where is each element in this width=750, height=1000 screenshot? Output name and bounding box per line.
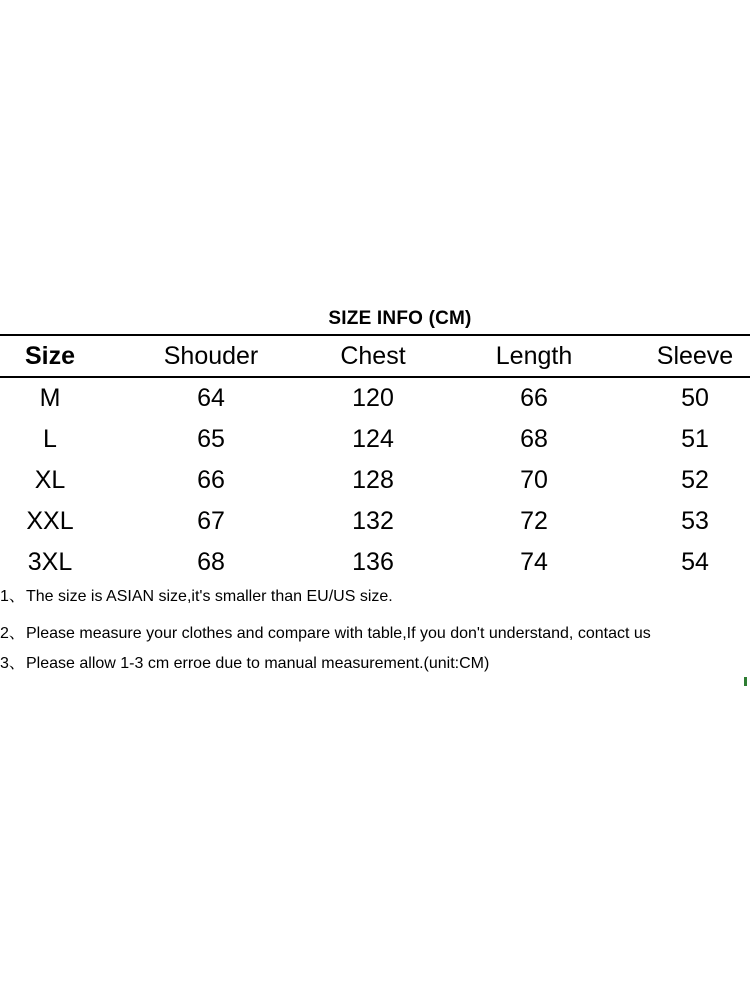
green-speck-mark [744, 677, 747, 686]
header-length: Length [495, 342, 573, 370]
cell-sleeve: 53 [681, 507, 709, 535]
cell-size: XXL [26, 507, 74, 535]
cell-size: 3XL [27, 548, 73, 576]
cell-size: L [43, 425, 57, 453]
cell-length: 66 [520, 384, 548, 412]
cell-size: XL [34, 466, 66, 494]
cell-chest: 124 [352, 425, 394, 453]
note-number: 2、 [0, 625, 25, 642]
cell-size: M [39, 384, 61, 412]
cell-chest: 120 [352, 384, 394, 412]
cell-length: 68 [520, 425, 548, 453]
cell-shoulder: 65 [197, 425, 225, 453]
note-text: The size is ASIAN size,it's smaller than EU/US size. [26, 588, 393, 605]
cell-sleeve: 51 [681, 425, 709, 453]
cell-sleeve: 52 [681, 466, 709, 494]
cell-chest: 132 [352, 507, 394, 535]
note-number: 3、 [0, 655, 25, 672]
cell-chest: 136 [352, 548, 394, 576]
cell-length: 72 [520, 507, 548, 535]
note-item [0, 653, 489, 675]
cell-shoulder: 66 [197, 466, 225, 494]
note-text: Please allow 1-3 cm erroe due to manual measurement.(unit:CM) [26, 655, 490, 672]
cell-shoulder: 68 [197, 548, 225, 576]
cell-sleeve: 54 [681, 548, 709, 576]
cell-shoulder: 64 [197, 384, 225, 412]
cell-length: 74 [520, 548, 548, 576]
table-row [0, 460, 750, 500]
cell-shoulder: 67 [197, 507, 225, 535]
table-row [0, 501, 750, 541]
note-item [0, 623, 651, 645]
note-item [0, 586, 393, 608]
cell-sleeve: 50 [681, 384, 709, 412]
table-row [0, 419, 750, 459]
cell-chest: 128 [352, 466, 394, 494]
header-chest: Chest [340, 342, 406, 370]
note-number: 1、 [0, 588, 25, 605]
chart-title: SIZE INFO (CM) [328, 308, 472, 329]
table-header-row [0, 336, 750, 376]
table-row [0, 542, 750, 582]
header-size: Size [24, 342, 76, 370]
header-sleeve: Sleeve [656, 342, 734, 370]
note-text: Please measure your clothes and compare with table,If you don't understand, contact us [26, 625, 651, 642]
table-row [0, 378, 750, 418]
cell-length: 70 [520, 466, 548, 494]
header-shoulder: Shouder [163, 342, 259, 370]
